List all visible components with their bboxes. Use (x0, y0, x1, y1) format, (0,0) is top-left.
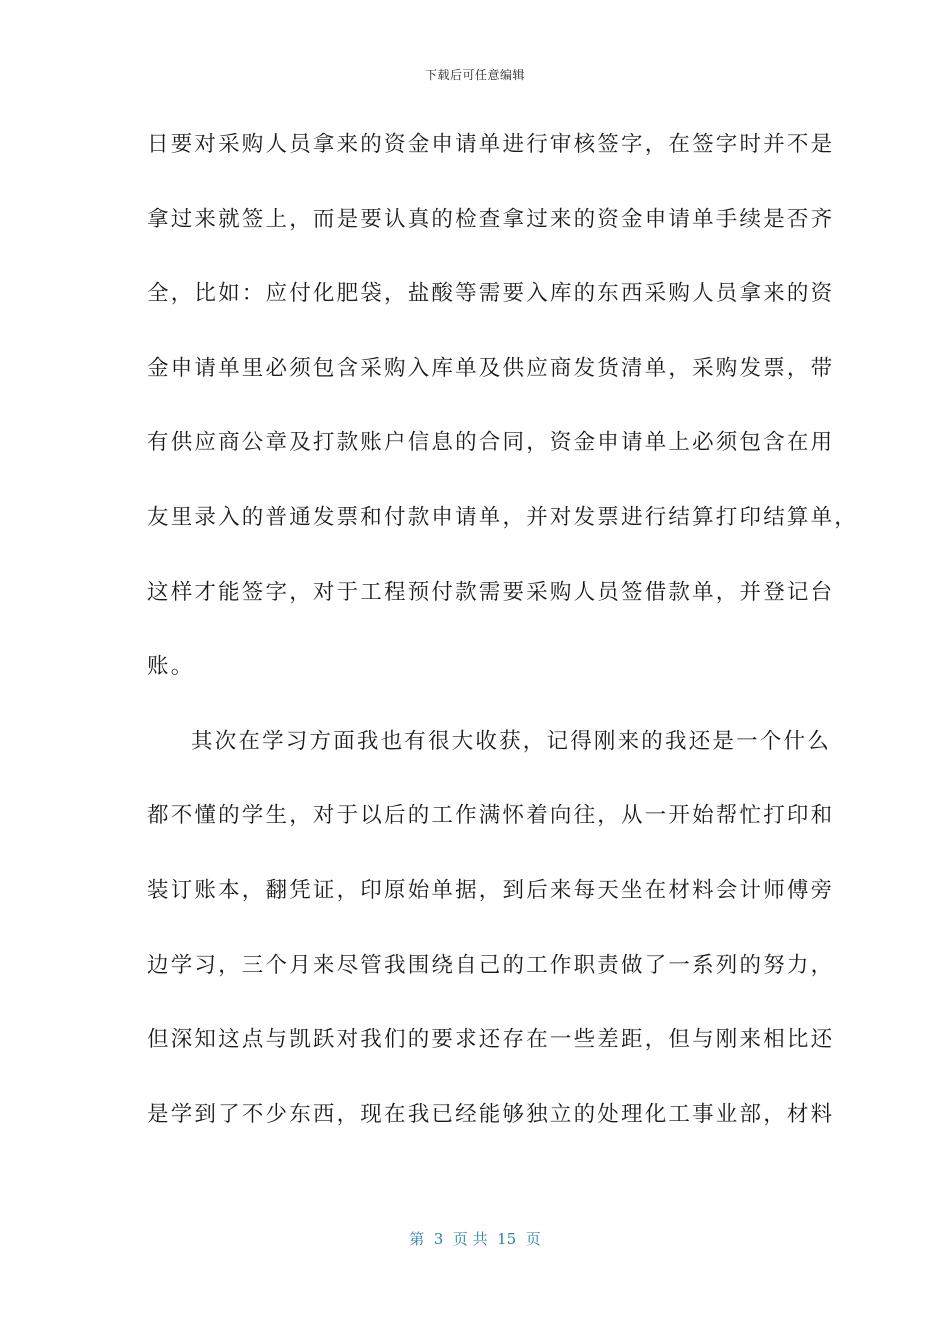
text-line: 账。 (147, 654, 195, 680)
paragraph-1 (147, 122, 859, 719)
text-line: 拿过来就签上，而是要认真的检查拿过来的资金申请单手续是否齐 (147, 206, 835, 232)
text-line: 但深知这点与凯跃对我们的要求还存在一些差距，但与刚来相比还 (147, 1027, 835, 1053)
text-line: 边学习，三个月来尽管我围绕自己的工作职责做了一系列的努力， (147, 952, 835, 978)
document-body (147, 122, 859, 1166)
paragraph-2 (147, 719, 835, 1167)
text-line: 都不懂的学生，对于以后的工作满怀着向往，从一开始帮忙打印和 (147, 803, 835, 829)
text-line: 全，比如：应付化肥袋，盐酸等需要入库的东西采购人员拿来的资 (147, 281, 835, 307)
text-line: 日要对采购人员拿来的资金申请单进行审核签字，在签字时并不是 (147, 132, 835, 157)
text-line: 这样才能签字，对于工程预付款需要采购人员签借款单，并登记台 (147, 579, 835, 605)
text-line: 装订账本，翻凭证，印原始单据，到后来每天坐在材料会计师傅旁 (147, 877, 835, 903)
page-header: 下载后可任意编辑 (424, 68, 525, 82)
text-line: 有供应商公章及打款账户信息的合同，资金申请单上必须包含在用 (147, 430, 835, 456)
page-footer-pagination: 第 3 页 共 15 页 (409, 1230, 541, 1248)
text-line: 金申请单里必须包含采购入库单及供应商发货清单，采购发票，带 (147, 355, 835, 381)
text-line-indented: 其次在学习方面我也有很大收获，记得刚来的我还是一个什么 (191, 728, 831, 754)
text-line: 友里录入的普通发票和付款申请单，并对发票进行结算打印结算单， (147, 504, 859, 530)
text-line: 是学到了不少东西，现在我已经能够独立的处理化工事业部，材料 (147, 1101, 835, 1127)
